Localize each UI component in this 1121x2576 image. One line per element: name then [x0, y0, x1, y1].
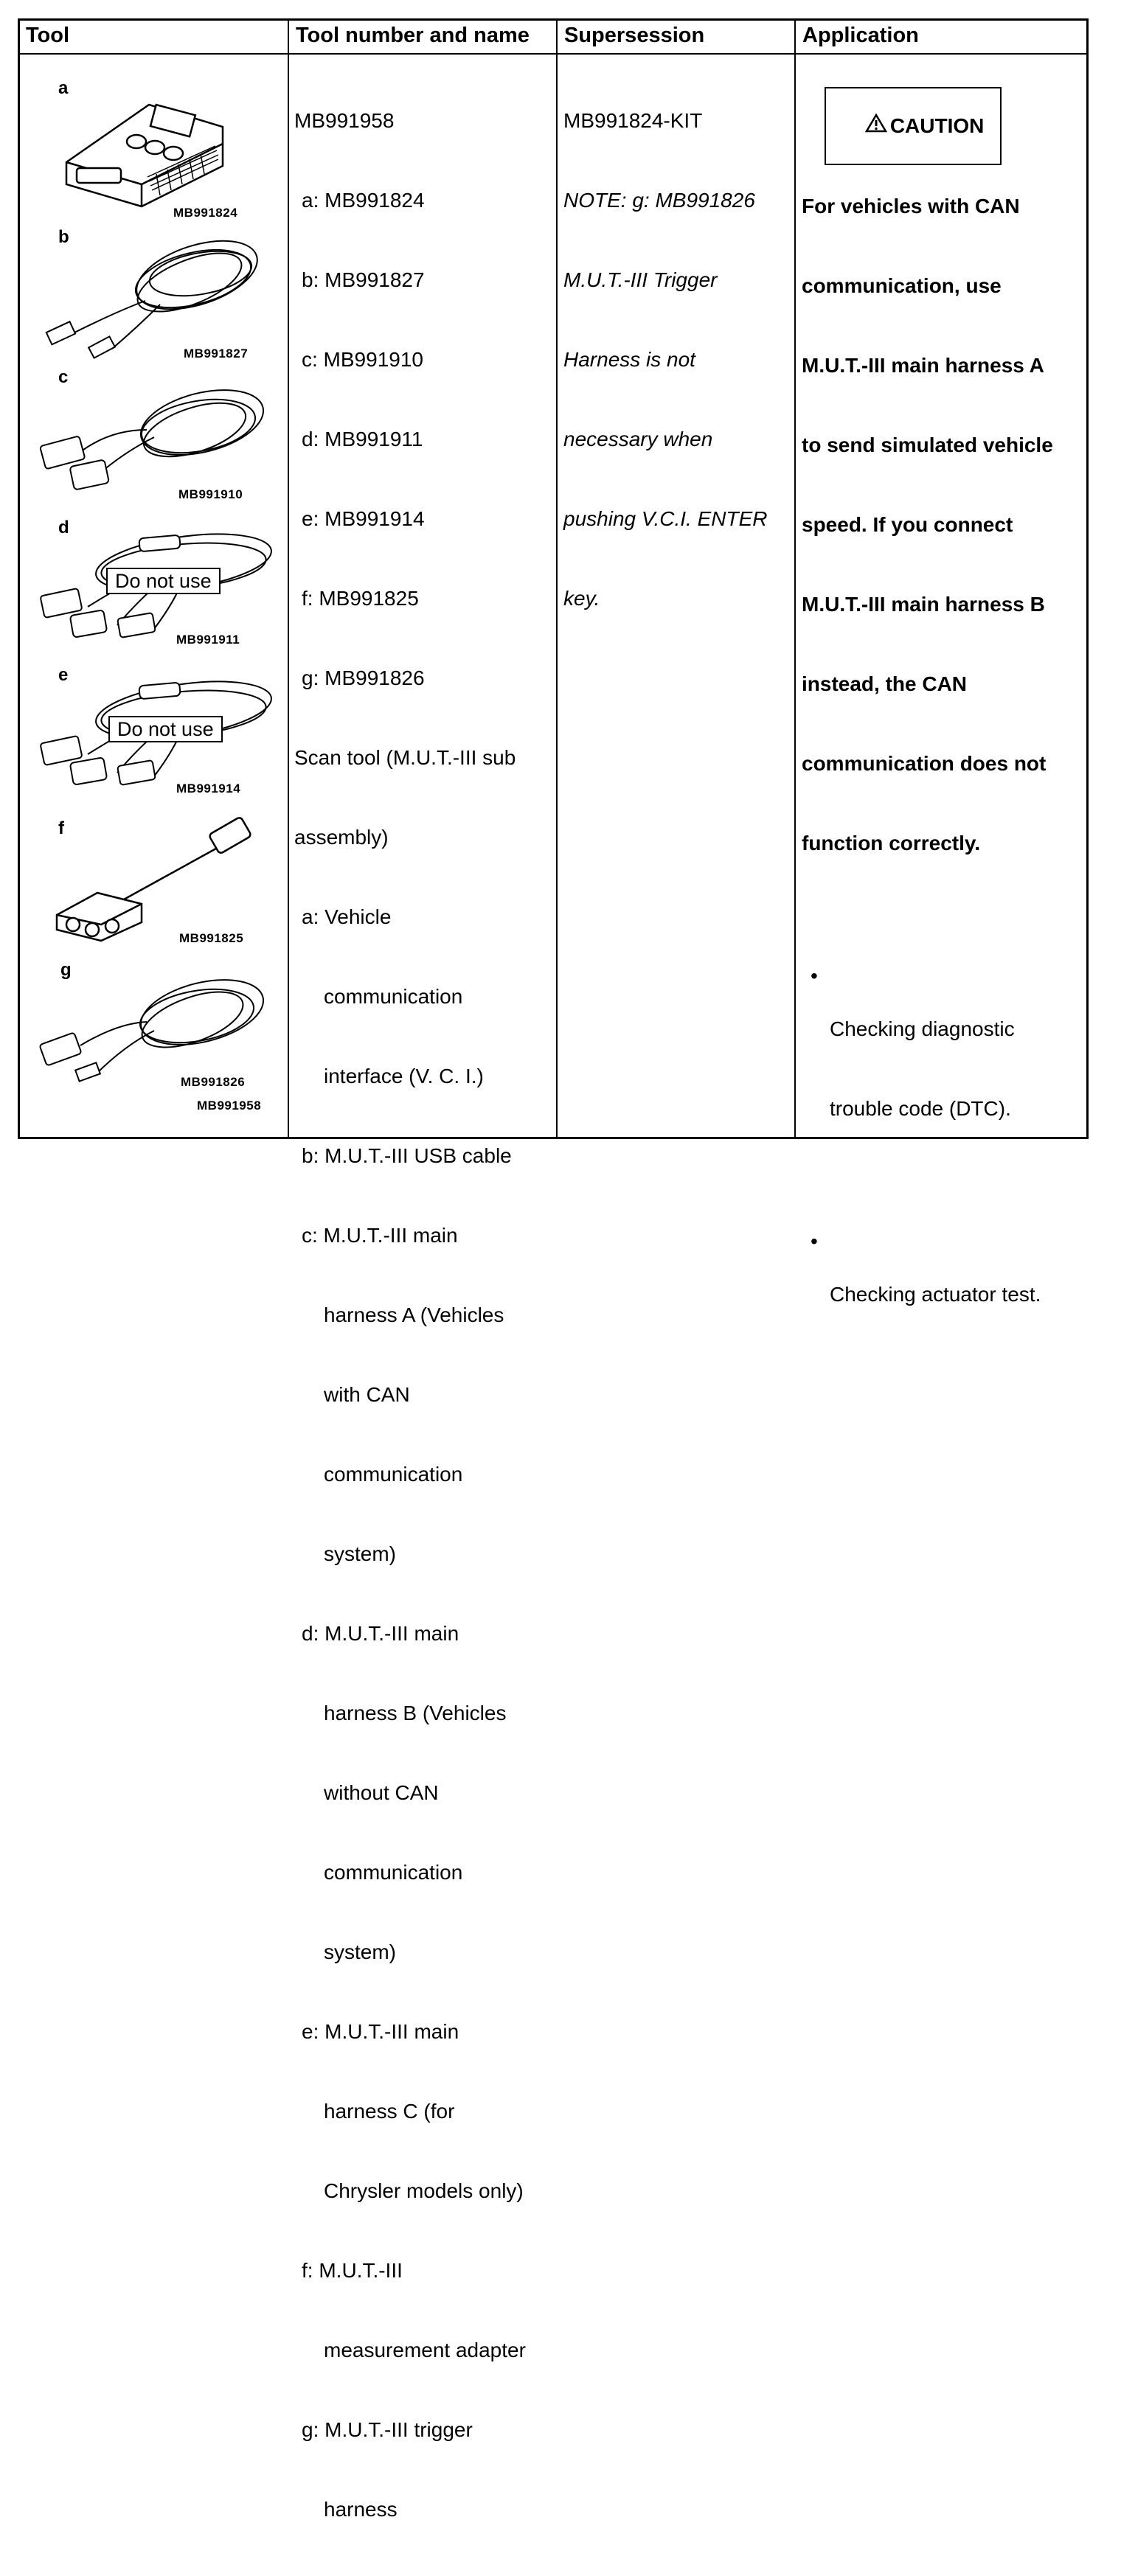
tool-code: MB991827 — [184, 347, 249, 361]
supersession-code: MB991824-KIT — [563, 109, 703, 132]
note-line: key. — [563, 587, 600, 610]
header-tool: Tool — [26, 24, 70, 47]
caution-text: communication does not — [802, 752, 1047, 775]
caution-text: communication, use — [802, 274, 1002, 297]
tool-letter: a — [58, 78, 69, 98]
part-description: b: M.U.T.-III USB cable — [302, 1144, 512, 1167]
part-description: system) — [324, 1542, 396, 1565]
application-list — [802, 910, 1053, 1414]
part-description: with CAN — [324, 1383, 410, 1406]
caution-text: to send simulated vehicle — [802, 434, 1053, 456]
tool-letter: f — [58, 818, 64, 838]
header-application: Application — [802, 24, 919, 47]
part-description: e: M.U.T.-III main — [302, 2020, 459, 2043]
tool-letter: b — [58, 227, 69, 247]
part-description: interface (V. C. I.) — [324, 1065, 484, 1087]
list-item-text: • Checking actuator test. — [830, 1283, 1041, 1306]
list-item-text: trouble code (DTC). — [830, 1097, 1011, 1120]
part-description: measurement adapter — [324, 2339, 526, 2361]
part-description: communication — [324, 1463, 463, 1486]
part-number: g: MB991826 — [302, 666, 425, 689]
tool-letter: c — [58, 367, 69, 387]
caution-box — [825, 87, 1002, 165]
note-line: M.U.T.-III Trigger — [563, 268, 718, 291]
part-number: b: MB991827 — [302, 268, 425, 291]
caution-text: function correctly. — [802, 832, 981, 854]
caution-text: M.U.T.-III main harness B — [802, 593, 1045, 616]
list-item — [802, 963, 1053, 1175]
trigger-harness-icon — [36, 964, 272, 1082]
tool-letter: g — [60, 960, 72, 980]
column-divider — [794, 21, 796, 1137]
do-not-use-label: Do not use — [108, 716, 223, 742]
part-number: d: MB991911 — [302, 428, 423, 450]
tool-letter: e — [58, 665, 69, 685]
part-description: harness A (Vehicles — [324, 1303, 504, 1326]
main-harness-a-icon — [36, 378, 272, 489]
kit-code: MB991958 — [197, 1099, 262, 1113]
part-description: system) — [324, 1940, 396, 1963]
measurement-adapter-icon — [49, 815, 256, 941]
part-description: Chrysler models only) — [324, 2179, 524, 2202]
column-divider — [556, 21, 558, 1137]
tool-code: MB991914 — [176, 781, 241, 796]
tool-code: MB991910 — [178, 487, 243, 501]
column-divider — [288, 21, 289, 1137]
tool-code: MB991826 — [181, 1075, 246, 1089]
application-column — [802, 60, 1053, 1467]
part-description: d: M.U.T.-III main — [302, 1622, 459, 1645]
warning-triangle-icon — [865, 114, 887, 133]
caution-text: M.U.T.-III main harness A — [802, 354, 1044, 377]
caution-label: CAUTION — [889, 114, 985, 137]
part-description: g: M.U.T.-III trigger — [302, 2418, 473, 2441]
part-number: e: MB991914 — [302, 507, 425, 530]
part-number: c: MB991910 — [302, 348, 423, 371]
part-description: a: Vehicle — [302, 905, 392, 928]
tool-code: MB991824 — [173, 206, 238, 220]
note-line: Harness is not — [563, 348, 695, 371]
note-line: pushing V.C.I. ENTER — [563, 507, 768, 530]
part-description: without CAN — [324, 1781, 439, 1804]
part-description: harness C (for — [324, 2100, 455, 2123]
header-number-name: Tool number and name — [296, 24, 530, 47]
part-number: f: MB991825 — [302, 587, 419, 610]
tool-name: Scan tool (M.U.T.-III sub — [294, 746, 516, 769]
caution-text: instead, the CAN — [802, 672, 968, 695]
list-item — [802, 1228, 1053, 1361]
tool-name: assembly) — [294, 826, 389, 849]
part-description: communication — [324, 1861, 463, 1884]
tool-letter: d — [58, 518, 69, 537]
part-number: a: MB991824 — [302, 189, 425, 212]
part-description: f: M.U.T.-III — [302, 2259, 403, 2282]
usb-cable-icon — [42, 231, 263, 352]
kit-number: MB991958 — [294, 109, 395, 132]
caution-text: For vehicles with CAN — [802, 195, 1020, 217]
header-divider — [20, 53, 1086, 55]
caution-text: speed. If you connect — [802, 513, 1013, 536]
tools-table — [18, 18, 1089, 2521]
number-name-column — [294, 55, 526, 2576]
tool-code: MB991825 — [179, 931, 244, 945]
supersession-column — [563, 55, 767, 665]
part-description: harness — [324, 2498, 398, 2521]
note-line: NOTE: g: MB991826 — [563, 189, 755, 212]
tool-code: MB991911 — [176, 633, 240, 647]
do-not-use-label: Do not use — [106, 568, 221, 594]
note-line: necessary when — [563, 428, 713, 450]
part-description: c: M.U.T.-III main — [302, 1224, 458, 1247]
part-description: harness B (Vehicles — [324, 1702, 507, 1724]
header-supersession: Supersession — [564, 24, 705, 47]
part-description: communication — [324, 985, 463, 1008]
vci-unit-icon — [60, 88, 230, 210]
list-item-text: • Checking diagnostic — [830, 1017, 1015, 1040]
